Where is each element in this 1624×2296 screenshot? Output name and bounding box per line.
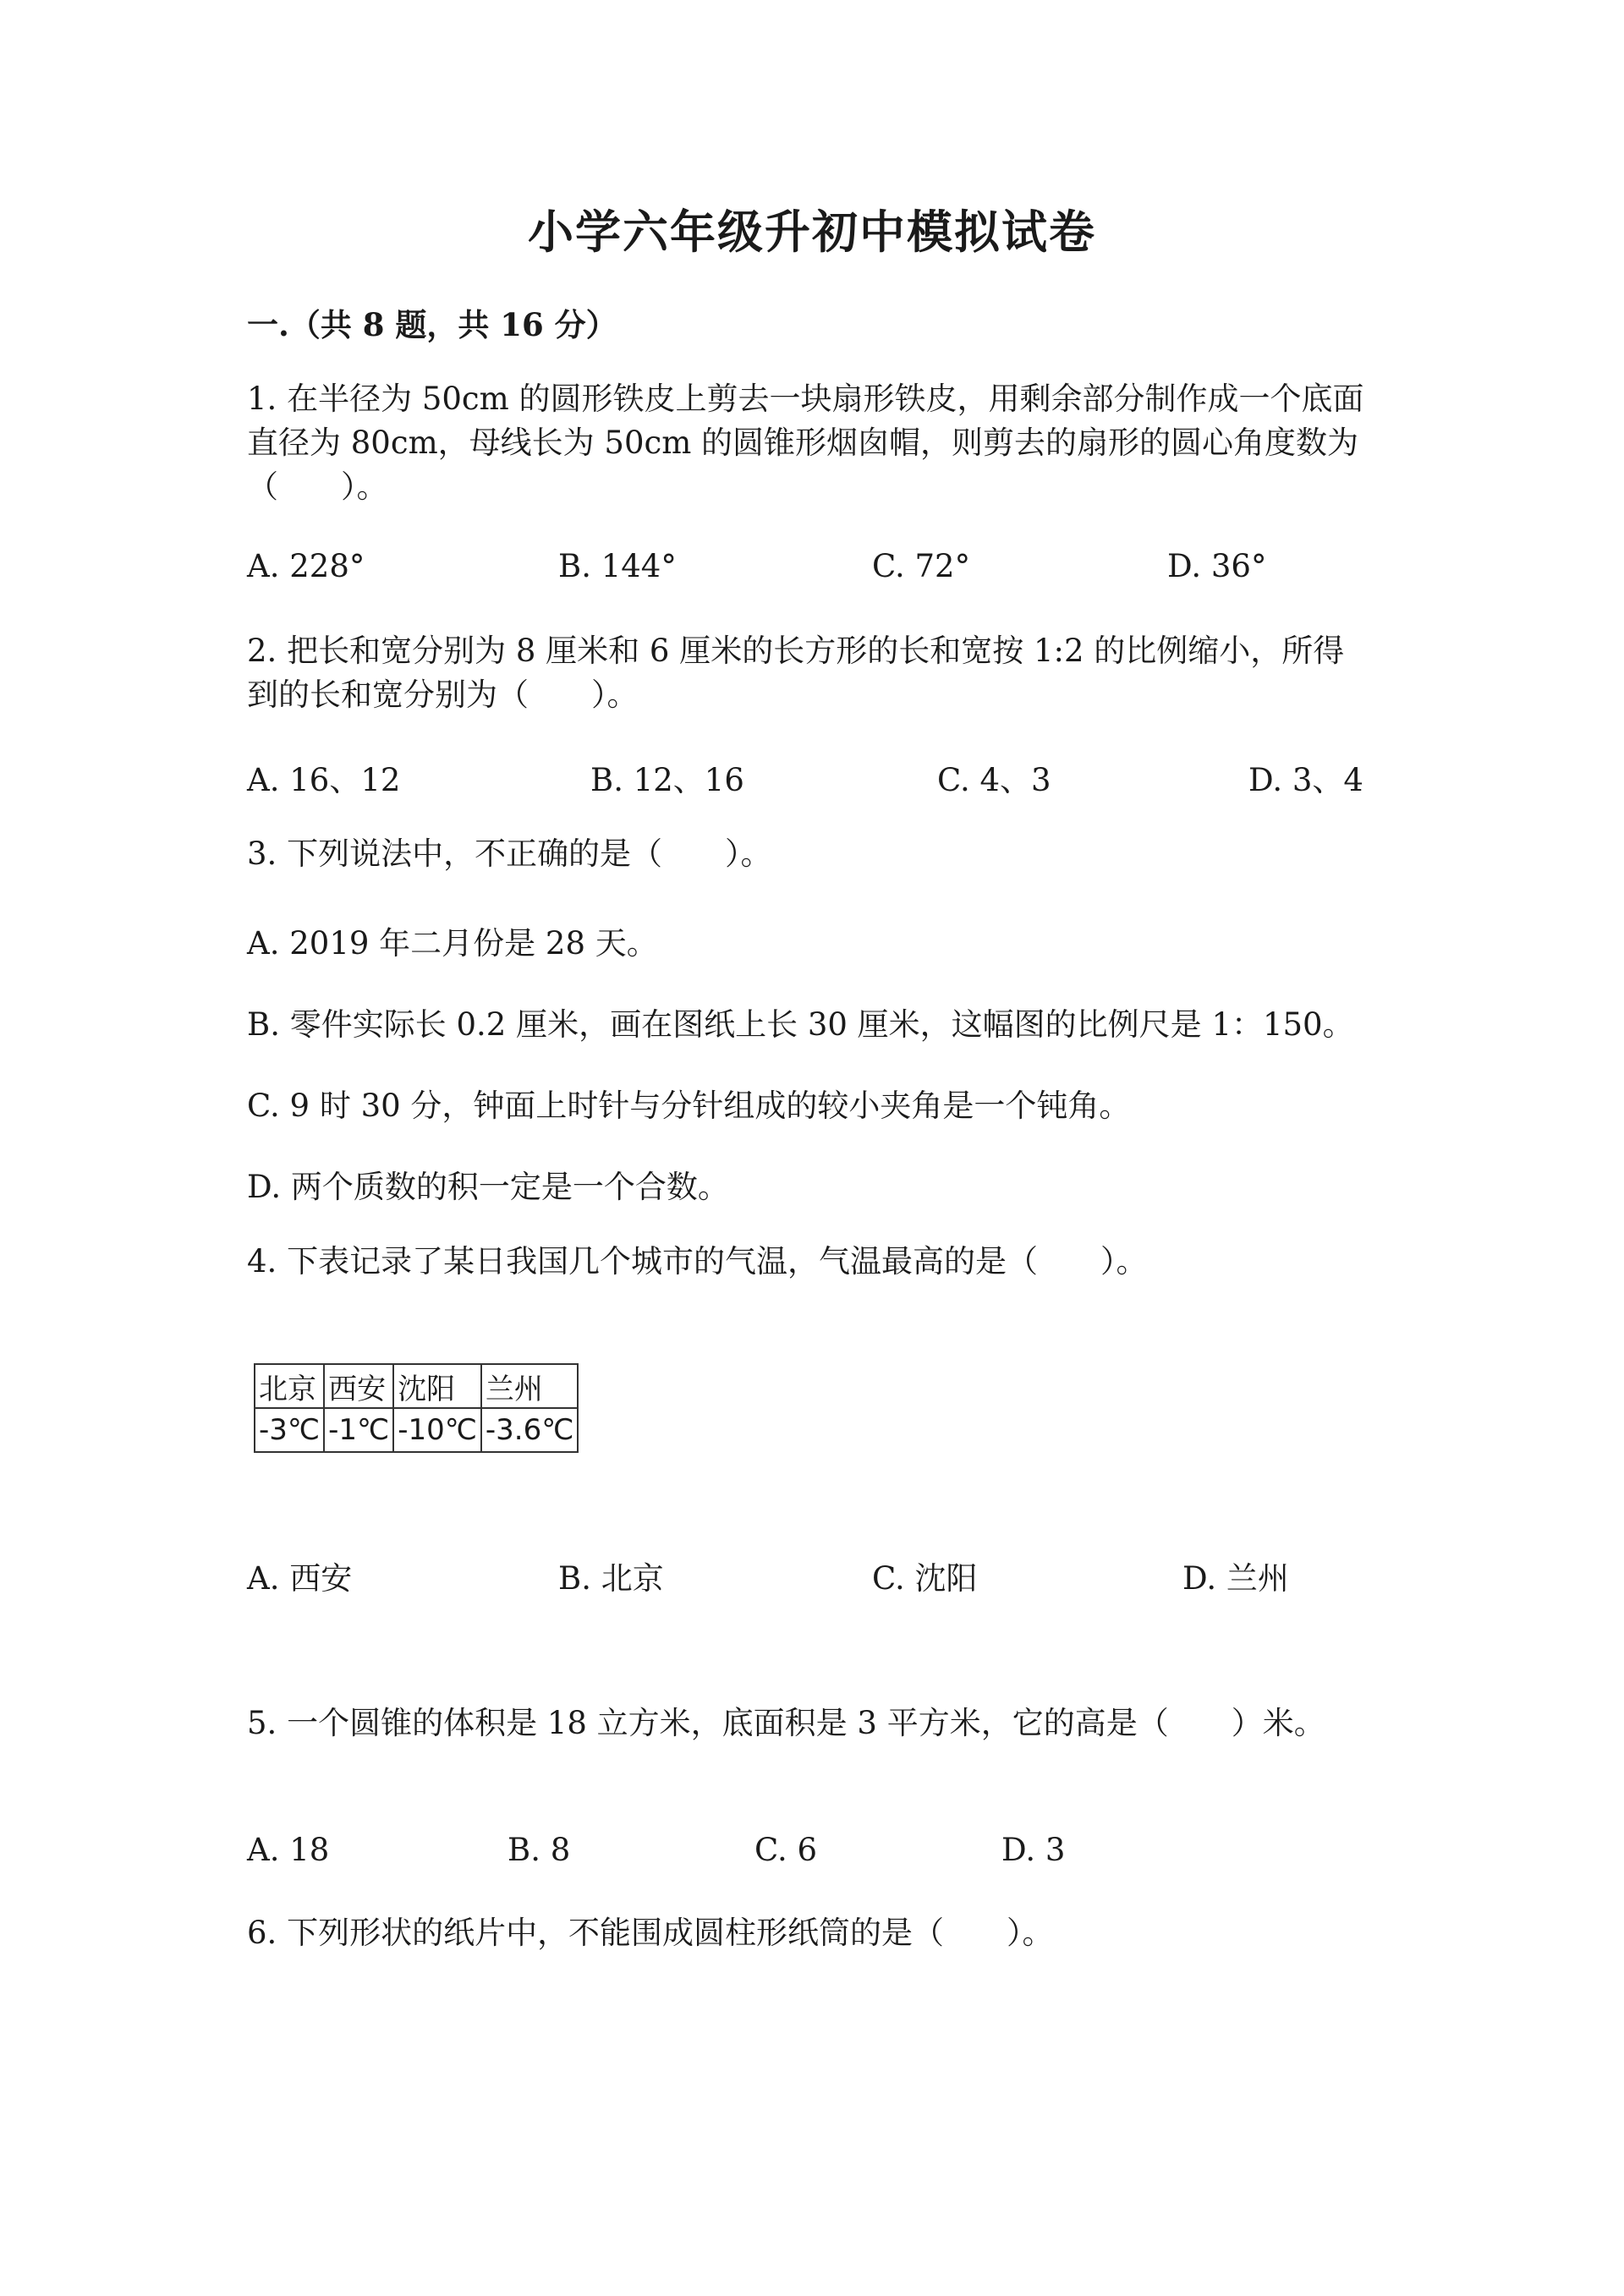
- q2-line-1: 2. 把长和宽分别为 8 厘米和 6 厘米的长方形的长和宽按 1:2 的比例缩小，所得: [247, 633, 1345, 669]
- table-row: [255, 1408, 578, 1452]
- q5-line-1: 5. 一个圆锥的体积是 18 立方米，底面积是 3 平方米，它的高是（ ）米。: [247, 1705, 1325, 1741]
- q3-line-1: 3. 下列说法中，不正确的是（ ）。: [247, 836, 772, 872]
- q5-option-b[interactable]: B. 8: [508, 1832, 571, 1868]
- q4-option-b[interactable]: B. 北京: [558, 1560, 664, 1597]
- q1-option-c[interactable]: C. 72°: [872, 548, 971, 584]
- table-cell-city: 西安: [324, 1364, 393, 1408]
- q1-option-d[interactable]: D. 36°: [1167, 548, 1267, 584]
- q4-line-1: 4. 下表记录了某日我国几个城市的气温，气温最高的是（ ）。: [247, 1243, 1148, 1280]
- q5-option-d[interactable]: D. 3: [1001, 1832, 1066, 1868]
- q1-option-b[interactable]: B. 144°: [558, 548, 677, 584]
- q6-line-1: 6. 下列形状的纸片中，不能围成圆柱形纸筒的是（ ）。: [247, 1915, 1054, 1951]
- q4-option-d[interactable]: D. 兰州: [1182, 1560, 1289, 1597]
- q2-line-2: 到的长和宽分别为（ ）。: [247, 677, 639, 713]
- q4-option-c[interactable]: C. 沈阳: [872, 1560, 978, 1597]
- q3-option-a[interactable]: A. 2019 年二月份是 28 天。: [247, 925, 658, 962]
- q3-option-d[interactable]: D. 两个质数的积一定是一个合数。: [247, 1169, 729, 1205]
- table-cell-temp: -10℃: [393, 1408, 481, 1452]
- q1-line-3: （ ）。: [247, 469, 388, 505]
- table-cell-temp: -3.6℃: [481, 1408, 579, 1452]
- q3-option-b[interactable]: B. 零件实际长 0.2 厘米，画在图纸上长 30 厘米，这幅图的比例尺是 1：150。: [247, 1006, 1354, 1043]
- q1-line-1: 1. 在半径为 50cm 的圆形铁皮上剪去一块扇形铁皮，用剩余部分制作成一个底面: [247, 381, 1364, 417]
- q4-option-a[interactable]: A. 西安: [247, 1560, 353, 1597]
- table-cell-temp: -1℃: [324, 1408, 393, 1452]
- q2-option-b[interactable]: B. 12、16: [590, 762, 744, 798]
- table-cell-city: 兰州: [481, 1364, 579, 1408]
- table-cell-city: 沈阳: [393, 1364, 481, 1408]
- q5-option-a[interactable]: A. 18: [247, 1832, 330, 1868]
- temperature-table: [254, 1363, 579, 1453]
- q2-option-d[interactable]: D. 3、4: [1248, 762, 1363, 798]
- section-heading: 一.（共 8 题，共 16 分）: [247, 306, 617, 343]
- page-title: 小学六年级升初中模拟试卷: [528, 205, 1096, 259]
- q2-option-a[interactable]: A. 16、12: [247, 762, 401, 798]
- table-cell-temp: -3℃: [255, 1408, 324, 1452]
- q3-option-c[interactable]: C. 9 时 30 分，钟面上时针与分针组成的较小夹角是一个钝角。: [247, 1088, 1131, 1124]
- q2-option-c[interactable]: C. 4、3: [937, 762, 1051, 798]
- table-cell-city: 北京: [255, 1364, 324, 1408]
- table-row: [255, 1364, 578, 1408]
- q1-option-a[interactable]: A. 228°: [247, 548, 365, 584]
- q5-option-c[interactable]: C. 6: [754, 1832, 818, 1868]
- q1-line-2: 直径为 80cm，母线长为 50cm 的圆锥形烟囱帽，则剪去的扇形的圆心角度数为: [247, 425, 1359, 461]
